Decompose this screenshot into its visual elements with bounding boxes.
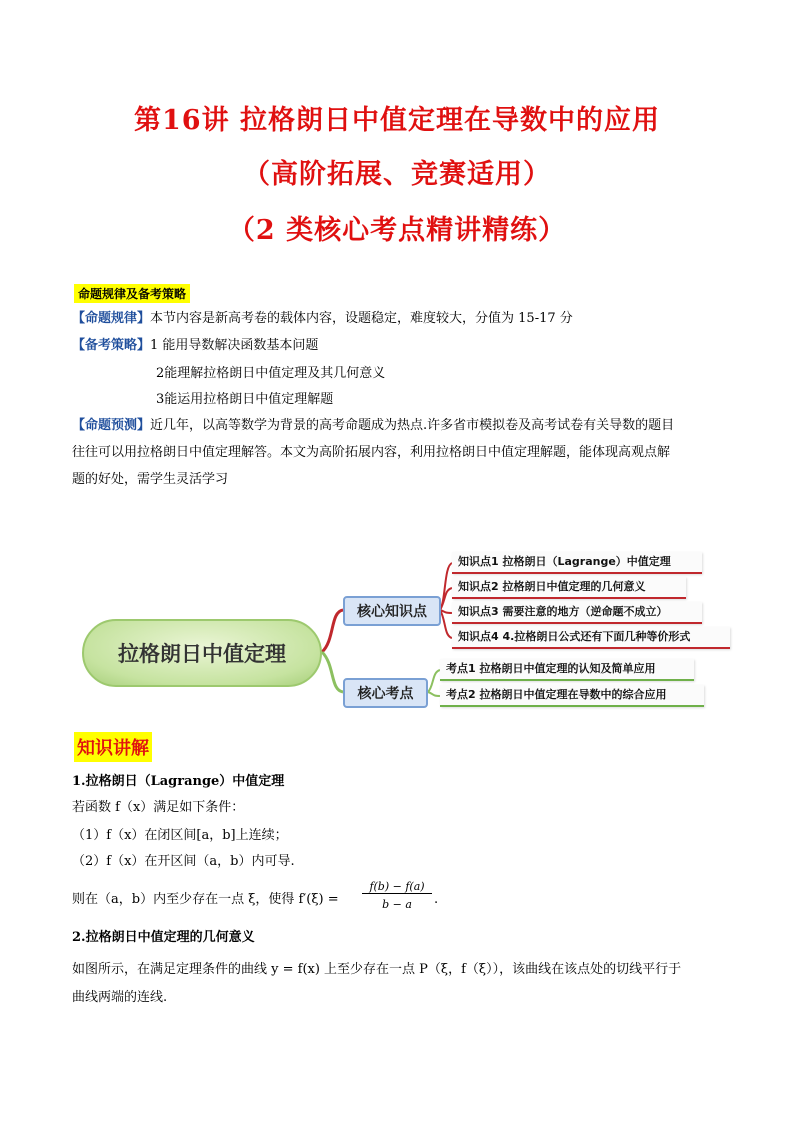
title-line-3: （2 类核心考点精讲精练） (227, 215, 567, 246)
mindmap-leaf: 知识点1 拉格朗日（Lagrange）中值定理 (452, 552, 702, 574)
heading-lagrange: 1.拉格朗日（Lagrange）中值定理 (72, 774, 285, 789)
heading-geometry: 2.拉格朗日中值定理的几何意义 (72, 930, 255, 945)
prep-item-2: 2能理解拉格朗日中值定理及其几何意义 (156, 366, 386, 381)
predict-line-2: 往往可以用拉格朗日中值定理解答。本文为高阶拓展内容，利用拉格朗日中值定理解题，能体现高观点解 (72, 445, 671, 460)
strategy-heading: 命题规律及备考策略 (74, 284, 190, 303)
mindmap-branch-knowledge: 核心知识点 (343, 596, 441, 626)
predict-line-1: 【命题预测】近几年，以高等数学为背景的高考命题成为热点.许多省市模拟卷及高考试卷有关导数的题目 (72, 418, 675, 433)
prep-line (72, 336, 318, 356)
section-title: 知识讲解 (74, 732, 152, 762)
predict-label: 【命题预测】 (72, 418, 151, 433)
para-geometry-2: 曲线两端的连线. (72, 990, 168, 1005)
prep-label: 【备考策略】 (72, 338, 151, 353)
mindmap-leaf: 考点2 拉格朗日中值定理在导数中的综合应用 (440, 685, 704, 707)
rule-text: 本节内容是新高考卷的载体内容，设题稳定，难度较大，分值为 15-17 分 (150, 311, 573, 326)
prep-item-1: 1 能用导数解决函数基本问题 (150, 338, 319, 353)
mindmap-leaf: 知识点2 拉格朗日中值定理的几何意义 (452, 577, 686, 599)
mindmap-center: 拉格朗日中值定理 (82, 619, 322, 687)
title-line-2: （高阶拓展、竞赛适用） (243, 159, 551, 190)
title-line-1: 第16讲 拉格朗日中值定理在导数中的应用 (134, 105, 660, 136)
rule-line (72, 309, 573, 329)
mindmap-branch-exam: 核心考点 (343, 678, 428, 708)
mindmap-leaf: 知识点4 4.拉格朗日公式还有下面几种等价形式 (452, 627, 730, 649)
predict-line-3: 题的好处，需学生灵活学习 (72, 472, 229, 487)
fraction-denominator: b − a (382, 898, 412, 911)
condition-1: （1）f（x）在闭区间[a，b]上连续； (72, 828, 288, 843)
rule-label: 【命题规律】 (72, 311, 151, 326)
para-geometry-1: 如图所示，在满足定理条件的曲线 y = f(x) 上至少存在一点 P（ξ，f（ξ）），该曲线在该点处的切线平行于 (72, 962, 682, 977)
mindmap-leaf: 考点1 拉格朗日中值定理的认知及简单应用 (440, 659, 694, 681)
prep-item-3: 3能运用拉格朗日中值定理解题 (156, 392, 334, 407)
para-condition: 若函数 f（x）满足如下条件： (72, 800, 245, 815)
fraction-numerator: f(b) − f(a) (362, 880, 432, 894)
conclusion-text: 则在（a，b）内至少存在一点 ξ，使得 f′(ξ) = (72, 892, 339, 907)
condition-2: （2）f（x）在开区间（a，b）内可导. (72, 854, 295, 869)
mindmap-leaf: 知识点3 需要注意的地方（逆命题不成立） (452, 602, 702, 624)
conclusion-end: . (434, 892, 439, 907)
